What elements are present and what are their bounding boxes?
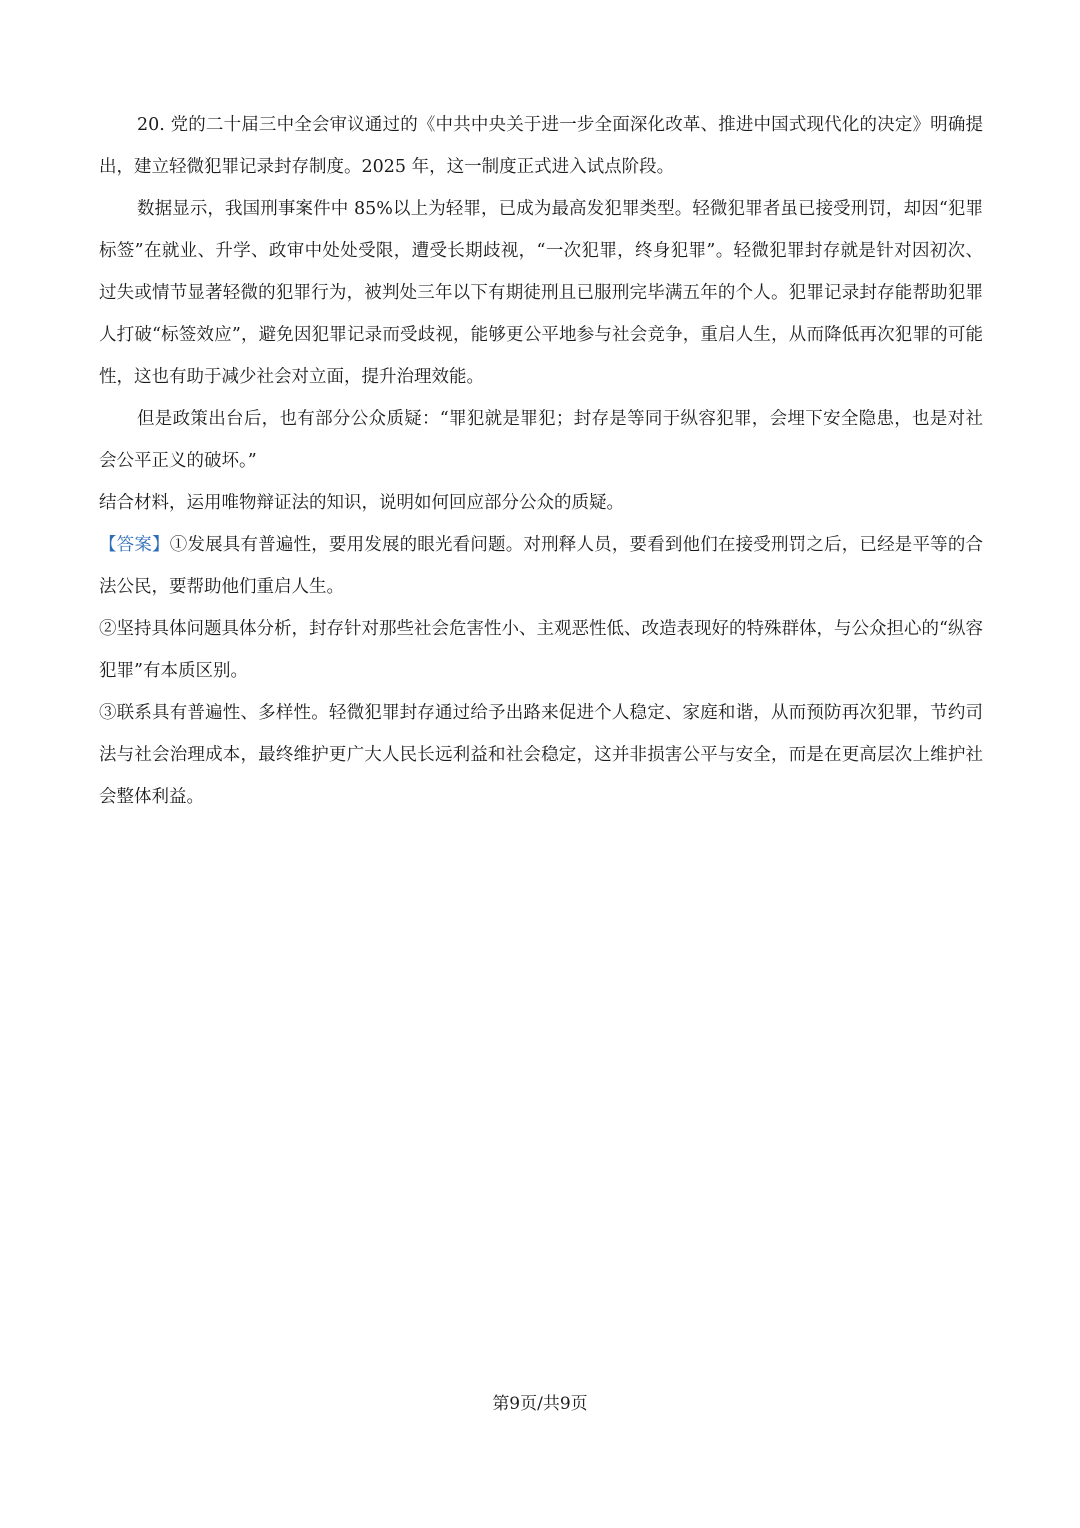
- question-paragraph-1: 党的二十届三中全会审议通过的《中共中央关于进一步全面深化改革、推进中国式现代化的决定》明确提出，建立轻微犯罪记录封存制度。2025 年，这一制度正式进入试点阶段。: [99, 115, 983, 177]
- question-number: 20.: [137, 115, 165, 135]
- question-intro: [99, 104, 983, 188]
- answer-tag: 【答案】: [99, 535, 170, 555]
- answer-point-1-text: ①发展具有普遍性，要用发展的眼光看问题。对刑释人员，要看到他们在接受刑罚之后，已经是平等的合法公民，要帮助他们重启人生。: [99, 535, 983, 597]
- answer-point-2: ②坚持具体问题具体分析，封存针对那些社会危害性小、主观恶性低、改造表现好的特殊群体，与公众担心的“纵容犯罪”有本质区别。: [99, 619, 983, 681]
- question-paragraph-2: 数据显示，我国刑事案件中 85%以上为轻罪，已成为最高发犯罪类型。轻微犯罪者虽已接受刑罚，却因“犯罪标签”在就业、升学、政审中处处受限，遭受长期歧视，“一次犯罪，终身犯罪”。轻微犯罪封存就是针对因初次、过失或情节显著轻微的犯罪行为，被判处三年以下有期徒刑且已服刑完毕满五年的个人。犯罪记录封存能帮助犯罪人打破“标签效应”，避免因犯罪记录而受歧视，能够更公平地参与社会竞争，重启人生，从而降低再次犯罪的可能性，这也有助于减少社会对立面，提升治理效能。: [99, 199, 983, 387]
- page-footer: 第9页/共9页: [492, 1394, 588, 1414]
- question-block: [99, 104, 983, 818]
- question-paragraph-3: 但是政策出台后，也有部分公众质疑：“罪犯就是罪犯；封存是等同于纵容犯罪，会埋下安全隐患，也是对社会公平正义的破坏。”: [99, 409, 983, 471]
- answer-point-3: ③联系具有普遍性、多样性。轻微犯罪封存通过给予出路来促进个人稳定、家庭和谐，从而预防再次犯罪，节约司法与社会治理成本，最终维护更广大人民长远利益和社会稳定，这并非损害公平与安全，而是在更高层次上维护社会整体利益。: [99, 703, 983, 807]
- question-prompt: 结合材料，运用唯物辩证法的知识，说明如何回应部分公众的质疑。: [99, 493, 624, 513]
- answer-point-1: [99, 524, 983, 608]
